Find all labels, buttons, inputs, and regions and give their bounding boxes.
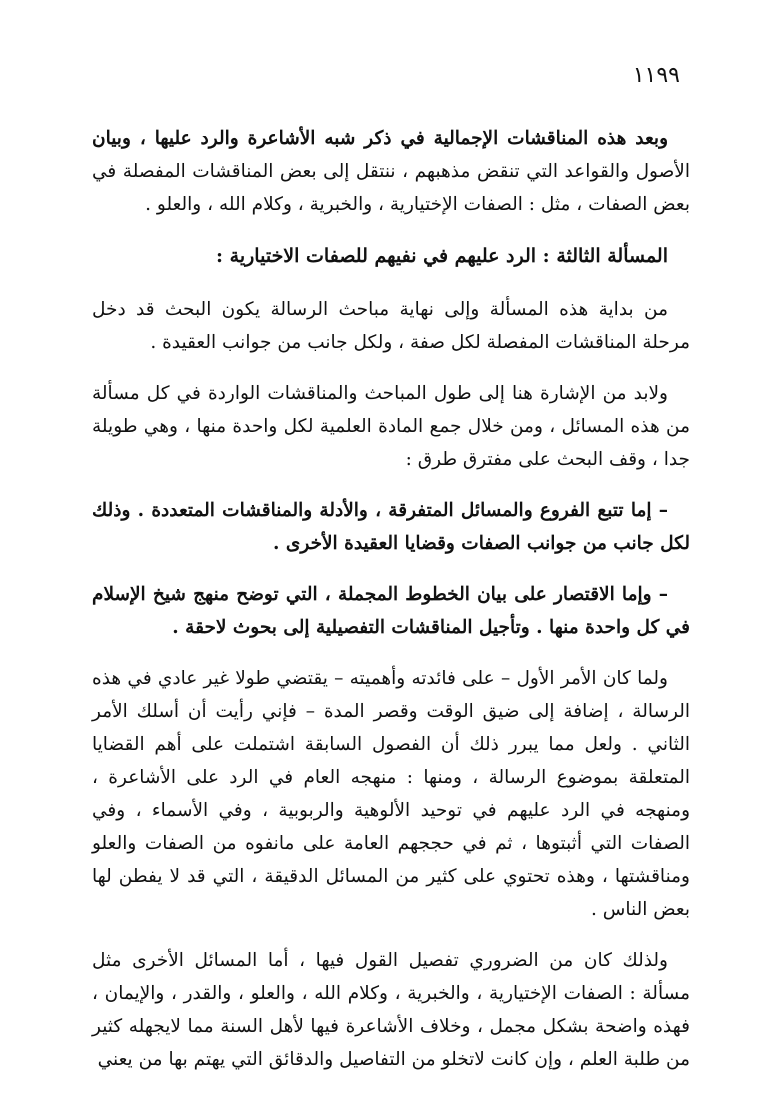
paragraph-intro-bold: وبعد هذه المناقشات الإجمالية في ذكر شبه الأشاعرة والرد عليها ، وبيان [92, 128, 668, 149]
paragraph-scope: من بداية هذه المسألة وإلى نهاية مباحث الرسالة يكون البحث قد دخل مرحلة المناقشات المفصلة لكل صفة ، ولكل جانب من جوانب العقيدة . [92, 299, 690, 353]
option-two: – وإما الاقتصار على بيان الخطوط المجملة ، التي توضح منهج شيخ الإسلام في كل واحدة منها . وتأجيل المناقشات التفصيلية إلى بحوث لاحقة . [92, 584, 690, 638]
paragraph-intro-rest: الأصول والقواعد التي تنقض مذهبهم ، ننتقل إلى بعض المناقشات المفصلة في بعض الصفات ، مثل : الصفات الإختيارية ، والخبرية ، وكلام الله ، والعلو . [92, 161, 690, 215]
section-heading: المسألة الثالثة : الرد عليهم في نفيهم للصفات الاختيارية : [216, 245, 668, 267]
paragraph-crossroads: ولابد من الإشارة هنا إلى طول المباحث والمناقشات الواردة في كل مسألة من هذه المسائل ، ومن خلال جمع المادة العلمية لكل واحدة منها ، وهي طويلة جدا ، وقف البحث على مفترق طرق : [92, 383, 690, 470]
option-one: – إما تتبع الفروع والمسائل المتفرقة ، والأدلة والمناقشات المتعددة . وذلك لكل جانب من جوانب الصفات وقضايا العقيدة الأخرى . [92, 500, 690, 554]
paragraph-decision: ولما كان الأمر الأول – على فائدته وأهميته – يقتضي طولا غير عادي في هذه الرسالة ، إضافة إلى ضيق الوقت وقصر المدة – فإني رأيت أن أسلك الأمر الثاني . ولعل مما يبرر ذلك أن الفصول السابقة اشتملت على أهم القضايا المتعلقة بموضوع الرسالة ، ومنها : منهجه العام في الرد على الأشاعرة ، ومنهجه في الرد عليهم في توحيد الألوهية والربوبية ، وفي الأسماء ، وفي الصفات التي أثبتوها ، ثم في حججهم العامة على مانفوه من الصفات والعلو ومناقشتها ، وهذه تحتوي على كثير من المسائل الدقيقة ، التي قد لا يفطن لها بعض الناس . [92, 668, 690, 920]
paragraph-reason: ولذلك كان من الضروري تفصيل القول فيها ، أما المسائل الأخرى مثل مسألة : الصفات الإختيارية ، والخبرية ، وكلام الله ، والعلو ، والقدر ، والإيمان ، فهذه واضحة بشكل مجمل ، وخلاف الأشاعرة فيها لأهل السنة مما لايجهله كثير من طلبة العلم ، وإن كانت لاتخلو من التفاصيل والدقائق التي يهتم بها من يعني [92, 950, 690, 1070]
paragraph-intro [92, 122, 690, 221]
page-number: ١١٩٩ [632, 63, 680, 88]
